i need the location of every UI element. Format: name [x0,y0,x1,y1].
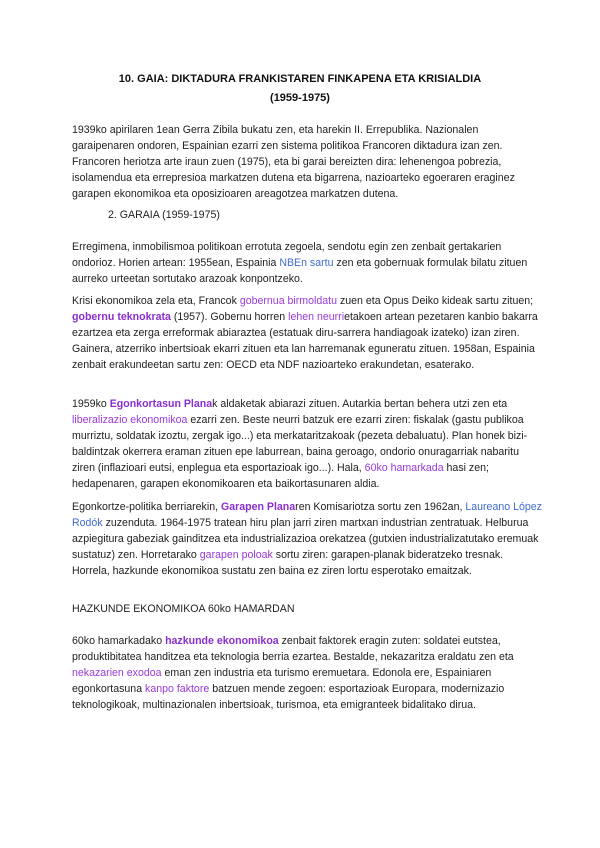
paragraph-krisi-ekonomikoa [72,293,542,373]
highlight-garapen-poloak: garapen poloak [199,549,273,561]
section-heading-hazkunde: HAZKUNDE EKONOMIKOA 60ko HAMARDAN [72,603,295,615]
text-span: hasi zen; hedapenaren, garapen ekonomikoaren eta baikortasunaren aldia. [72,462,489,490]
title-line-1: 10. GAIA: DIKTADURA FRANKISTAREN FINKAPENA ETA KRISIALDIA [118,73,482,85]
paragraph-egonkortasun-plana [72,396,542,492]
highlight-gobernua-birmoldatu: gobernua birmoldatu [239,295,337,307]
paragraph-garapen-plana [72,499,542,579]
title-line-2: (1959-1975) [270,92,330,104]
text-span: sortu ziren: garapen-planak bideratzeko tresnak. Horrela, hazkunde ekonomikoa sustatu zen baina ez ziren lortu esperotako emaitzak. [72,549,504,577]
text-span: Krisi ekonomikoa zela eta, Francok [72,295,240,307]
highlight-lehen-neurri: lehen neurri [288,311,345,323]
link-laureano-lopez-rodo[interactable]: Laureano López Rodók [72,501,542,529]
text-span: (1957). Gobernu horren [170,311,289,323]
highlight-liberalizazio-ekonomikoa: liberalizazio ekonomikoa [72,414,188,426]
highlight-hazkunde-ekonomikoa: hazkunde ekonomikoa [165,635,279,647]
text-span: ezarri zen. Beste neurri batzuk ere ezarri ziren: fiskalak (gastu publikoa murriztu, soldatak izoztu, zergak igo...) eta merkataritzakoak (pezeta debaluatu). Plan honek bizi-baldintzak okerrera eraman zituen epe laburrean, baina geroago, ondorio onuragarriak nabaritu ziren (inflazioari eutsi, enplegua eta esportazioak igo...). Hala, [72,414,528,474]
paragraph-hazkunde-ekonomikoa [72,633,542,713]
section-heading-garaia: 2. GARAIA (1959-1975) [108,209,220,221]
text-span: batzuen mende zegoen: esportazioak Europara, modernizazio teknologikoak, multinazionalen inbertsioak, turismoa, eta emigranteek bidalitako dirua. [72,683,505,711]
text-span: zuzenduta. 1964-1975 tratean hiru plan jarri ziren martxan industrian zentratuak. Helburua azpiegitura gabeziak gainditzea eta industrializazioa orekatzea (gutxien industrializatutako eremuak sustatuz) zen. Horretarako [72,517,539,561]
highlight-kanpo-faktore: kanpo faktore [145,683,210,695]
text-span: zenbait faktorek eragin zuten: soldatei eutstea, produktibitatea handitzea eta teknologia berria ezartea. Bestalde, nekazaritza eraldatu zen eta [72,635,514,663]
highlight-egonkortasun-plana: Egonkortasun Plana [109,398,213,410]
highlight-garapen-plana: Garapen Plana [220,501,296,513]
text-span: 60ko hamarkadako [72,635,166,647]
text-span: 1959ko [72,398,110,410]
text-span: Erregimena, inmobilismoa politikoan errotuta zegoela, sendotu egin zen zenbait gertakarien ondorioz. Horien artean: 1955ean, Espainia [72,241,502,269]
text-span: zen eta gobernuak formulak bilatu zituen aurreko urteetan sortutako arazoak konpontzeko. [72,257,528,285]
text-span: Egonkortze-politika berriarekin, [72,501,221,513]
text-span: eman zen industria eta turismo eremuetara. Edonola ere, Espainiaren egonkortasuna [72,667,492,695]
text-span: k aldaketak abiarazi zituen. Autarkia bertan behera utzi zen eta [212,398,508,410]
link-nben-sartu[interactable]: NBEn sartu [279,257,334,269]
highlight-nekazarien-exodoa: nekazarien exodoa [72,667,162,679]
text-span: zuen eta Opus Deiko kideak sartu zituen; [337,295,534,307]
paragraph-erregimena [72,239,542,287]
highlight-60ko-hamarkada: 60ko hamarkada [364,462,444,474]
document-title [60,70,540,108]
text-span: etakoen artean pezetaren kanbio bakarra ezartzea eta zerga erreformak abiaraztea (estatuak diru-sarrera handiagoak izateko) izan ziren. Gainera, atzerriko inbertsioak ekarri zituen eta lan harremanak eguneratu zituen. 1958an, Espainia zenbait erakundeetan sartu zen: OECD eta NDF nazioarteko erakundetan, esaterako. [72,311,538,371]
highlight-gobernu-teknokrata: gobernu teknokrata [72,311,171,323]
text-span: ren Komisariotza sortu zen 1962an, [295,501,466,513]
intro-paragraph: 1939ko apirilaren 1ean Gerra Zibila bukatu zen, eta harekin II. Errepublika. Nazionalen garaipenaren ondoren, Espainian ezarri zen sistema politikoa Francoren diktadura izan zen. Francoren heriotza arte iraun zuen (1975), eta bi garai bereizten dira: lehenengoa pobrezia, isolamendua eta errepresioa markatzen dutena eta bigarrena, nazioarteko egoeraren eraginez garapen ekonomikoa eta oposizioaren areagotzea markatzen dutena. [72,124,515,200]
